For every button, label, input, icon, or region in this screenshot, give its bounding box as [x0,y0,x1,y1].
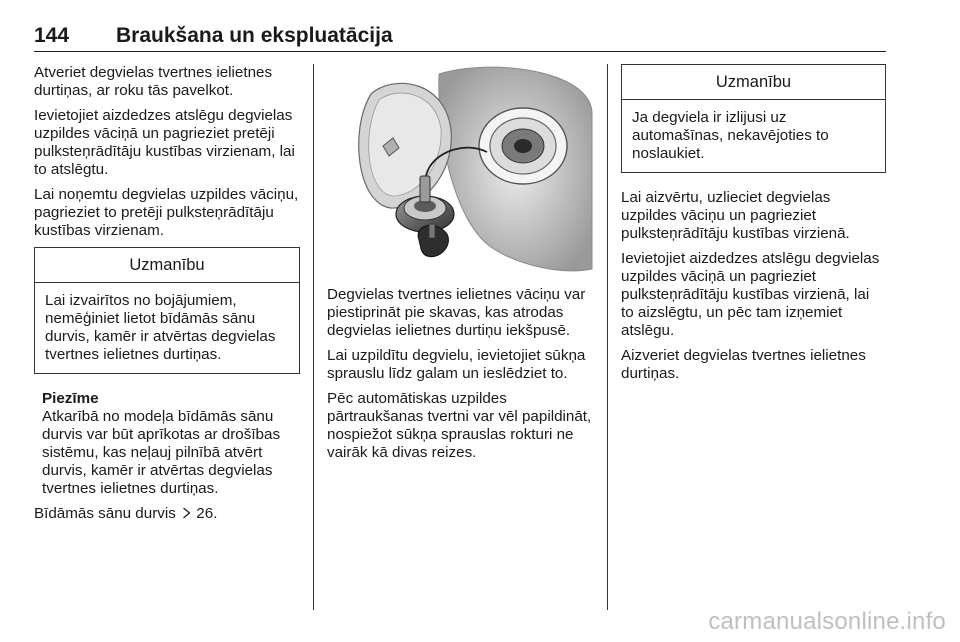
column-divider-1 [313,64,314,610]
column-divider-2 [607,64,608,610]
cross-reference-text: Bīdāmās sānu durvis [34,505,176,522]
paragraph-close-cap: Lai aizvērtu, uzlieciet degvielas uzpildes vāciņu un pagrieziet pulksteņrādītāju kustības virzienā. [621,189,850,242]
column-2 [327,64,594,469]
caution-body: Lai izvairītos no bojājumiem, nemēģiniet lietot bīdāmās sānu durvis, kamēr ir atvērtas degvielas tvertnes ielietnes durtiņas. [45,292,276,363]
paragraph-remove-cap: Lai noņemtu degvielas uzpildes vāciņu, pagrieziet to pretēji pulksteņrādītāju kustības virzienam. [34,186,299,239]
paragraph-insert-key: Ievietojiet aizdedzes atslēgu degvielas uzpildes vāciņā un pagrieziet pretēji pulksteņrādītāju kustības virzienam, lai to atslēgtu. [34,107,295,178]
note-body: Atkarībā no modeļa bīdāmās sānu durvis var būt aprīkotas ar drošības sistēmu, kas neļauj pilnībā atvērt durvis, kamēr ir atvērtas degvielas tvertnes ielietnes durtiņas. [42,408,281,497]
caution-title-spill: Uzmanību [622,65,885,100]
caution-box [34,247,300,374]
page-number: 144 [34,24,70,47]
cross-reference-page: 26. [196,505,218,522]
paragraph-cap-holder: Degvielas tvertnes ielietnes vāciņu var piestiprināt pie skavas, kas atrodas degvielas ielietnes durtiņu iekšpusē. [327,286,586,339]
column-3 [621,64,886,390]
page-title: Braukšana un ekspluatācija [116,24,393,47]
paragraph-refuel: Lai uzpildītu degvielu, ievietojiet sūkņa sprauslu līdz galam un ieslēdziet to. [327,347,586,382]
column-1 [34,64,300,530]
chevron-right-icon [180,505,192,522]
caution-box-spill [621,64,886,173]
caution-title: Uzmanību [35,248,299,283]
paragraph-lock-cap: Ievietojiet aizdedzes atslēgu degvielas uzpildes vāciņā un pagrieziet pulksteņrādītāju kustības virzienā, lai to aizslēgtu, un pēc tam izņemiet atslēgu. [621,250,880,339]
watermark: carmanualsonline.info [708,608,946,635]
caution-body-spill: Ja degviela ir izlijusi uz automašīnas, nekavējoties to noslaukiet. [632,109,829,162]
note-block [34,390,300,498]
page-header [34,22,886,52]
fuel-cap-illustration [327,64,594,276]
note-title: Piezīme [42,390,99,407]
cross-reference[interactable] [34,505,300,523]
paragraph-close-door: Aizveriet degvielas tvertnes ielietnes durtiņas. [621,347,866,382]
paragraph-top-up: Pēc automātiskas uzpildes pārtraukšanas tvertni var vēl papildināt, nospiežot sūkņa sprauslas rokturi ne vairāk kā divas reizes. [327,390,592,461]
paragraph-open-door: Atveriet degvielas tvertnes ielietnes durtiņas, ar roku tās pavelkot. [34,64,273,99]
